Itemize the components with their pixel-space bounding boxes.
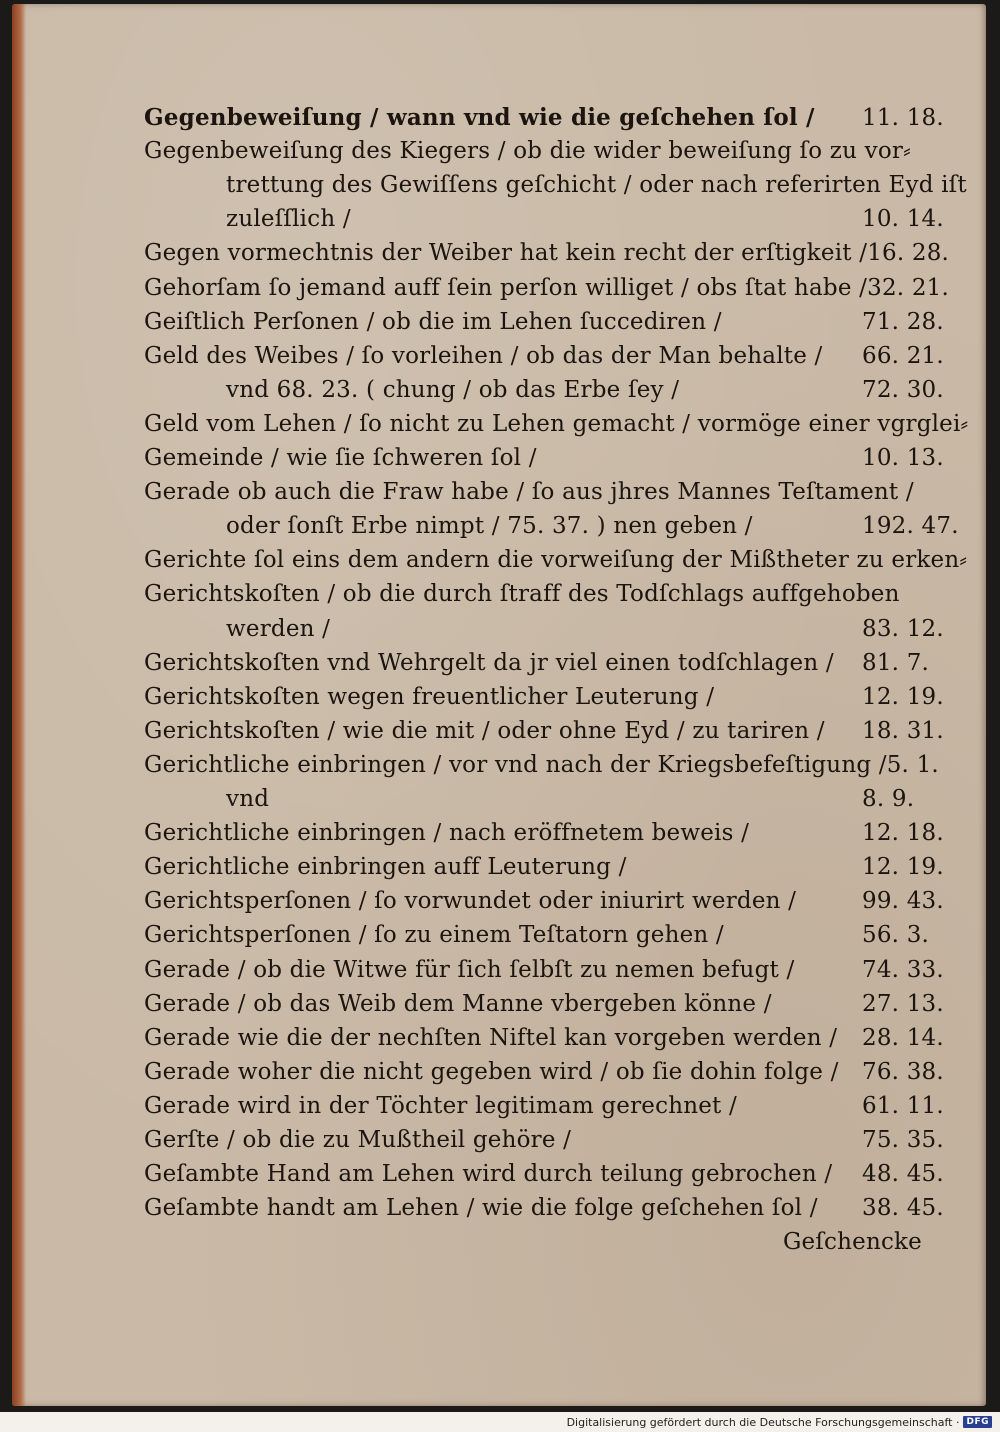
entry-text: Gerichtliche einbringen / nach eröffnetem beweis / <box>144 820 750 847</box>
index-entry <box>144 377 974 411</box>
entry-text: zuleſſlich / <box>226 206 351 233</box>
entry-text: Gehorſam ſo jemand auff ſein perſon williget / obs ſtat habe / <box>144 274 868 301</box>
entry-reference: 76. 38. <box>862 1058 944 1085</box>
entry-text: Gerichtskoſten vnd Wehrgelt da jr viel einen todſchlagen / <box>144 649 834 676</box>
index-entry <box>144 922 974 956</box>
entry-text: Gemeinde / wie ſie ſchweren ſol / <box>144 445 537 471</box>
entry-reference: 12. 18. <box>862 820 944 847</box>
entry-reference: 72. 30. <box>862 376 944 403</box>
entry-text: Gerichtskoſten / ob die durch ſtraff des Todſchlags auffgehoben <box>144 581 900 608</box>
entry-text: Geiſtlich Perſonen / ob die im Lehen ſuccediren / <box>144 308 722 335</box>
entry-reference: 75. 35. <box>862 1127 944 1153</box>
entry-text: Gerichtsperſonen / ſo zu einem Teſtatorn gehen / <box>144 922 724 949</box>
index-entry <box>144 616 974 650</box>
footer-credit: Digitalisierung gefördert durch die Deutsche Forschungsgemeinschaft · <box>566 1415 960 1429</box>
index-entry <box>144 104 974 138</box>
footer <box>567 1414 992 1430</box>
entry-text: Gerichtliche einbringen / vor vnd nach der Kriegsbefeſtigung / <box>144 751 887 778</box>
index-entry <box>144 820 974 854</box>
entry-reference: 61. 11. <box>862 1092 944 1119</box>
entry-text: Gerade wird in der Töchter legitimam gerechnet / <box>144 1092 737 1119</box>
catchword-text: Geſchencke <box>782 1229 922 1256</box>
entry-reference: 12. 19. <box>862 854 944 881</box>
dfg-logo: DFG <box>963 1416 992 1428</box>
entry-reference: 74. 33. <box>862 956 944 983</box>
entry-text: werden / <box>226 615 331 642</box>
entry-reference: 81. 7. <box>862 649 930 676</box>
index-entry <box>144 1195 974 1229</box>
entry-text: Gerade / ob das Weib dem Manne vbergeben könne / <box>144 990 772 1017</box>
entry-reference: 11. 18. <box>862 105 944 131</box>
index-entry <box>144 684 974 718</box>
entry-text: oder ſonſt Erbe nimpt / 75. 37. ) nen geben / <box>226 513 753 540</box>
entry-reference: 10. 14. <box>862 206 944 233</box>
entry-text: Gerichtsperſonen / ſo vorwundet oder iniurirt werden / <box>144 888 797 915</box>
entry-text: Gegenbeweiſung des Kiegers / ob die wider beweiſung ſo zu vor⸗ <box>144 138 911 165</box>
index-entry <box>144 650 974 684</box>
index-entry <box>144 309 974 343</box>
index-entry <box>144 581 974 615</box>
index-entry <box>144 479 974 513</box>
entry-reference: 27. 13. <box>862 990 944 1017</box>
index-entry <box>144 1059 974 1093</box>
entry-reference: 12. 19. <box>862 683 944 710</box>
entry-reference: 32. 21. <box>867 274 950 301</box>
book-page <box>12 4 986 1406</box>
index-entry <box>144 1161 974 1195</box>
entry-reference: 38. 45. <box>862 1195 944 1222</box>
entry-text: Gerichtskoſten wegen freuentlicher Leuterung / <box>144 683 715 710</box>
entry-reference: 192. 47. <box>862 513 959 540</box>
entry-reference: 28. 14. <box>862 1024 944 1051</box>
entry-reference: 16. 28. <box>867 240 950 267</box>
entry-reference: 5. 1. <box>886 751 939 778</box>
index-entry <box>144 172 974 206</box>
index-entry <box>144 1127 974 1161</box>
entry-reference: 66. 21. <box>862 342 944 369</box>
index-entry <box>144 206 974 240</box>
entry-text: Gegen vormechtnis der Weiber hat kein recht der erſtigkeit / <box>144 240 868 267</box>
index-entry <box>144 854 974 888</box>
index-entry <box>144 1093 974 1127</box>
entry-text: Geſambte handt am Lehen / wie die folge geſchehen ſol / <box>144 1195 818 1222</box>
entry-text: Gerade / ob die Witwe für ſich ſelbſt zu nemen befugt / <box>144 956 795 983</box>
entry-reference: 48. 45. <box>862 1161 944 1188</box>
index-entry <box>144 445 974 479</box>
entry-text: Gerichtliche einbringen auff Leuterung / <box>144 854 627 881</box>
index-entry <box>144 138 974 172</box>
index-entry <box>144 957 974 991</box>
entry-text: Geld vom Lehen / ſo nicht zu Lehen gemacht / vormöge einer vgrglei⸗ <box>144 410 969 437</box>
entry-text: Gerade ob auch die Fraw habe / ſo aus jhres Mannes Teſtament / <box>144 479 914 506</box>
index-entry <box>144 513 974 547</box>
index-entry <box>144 343 974 377</box>
entry-text: Gerichtskoſten / wie die mit / oder ohne Eyd / zu tariren / <box>144 717 825 744</box>
entry-text: vnd <box>226 786 270 812</box>
entry-text: trettung des Gewiſſens geſchicht / oder nach referirten Eyd iſt <box>226 172 967 199</box>
entry-text: Geld des Weibes / ſo vorleihen / ob das der Man behalte / <box>144 342 823 369</box>
index-entry <box>144 1025 974 1059</box>
page-edge <box>12 4 26 1406</box>
entry-text: Gerichte ſol eins dem andern die vorweiſung der Mißtheter zu erken⸗ <box>144 547 968 574</box>
index-entry <box>144 240 974 274</box>
index-entry <box>144 547 974 581</box>
index-entry <box>144 888 974 922</box>
index-entry <box>144 786 974 820</box>
index-entry <box>144 991 974 1025</box>
entry-reference: 8. 9. <box>862 786 915 812</box>
entry-text: Gerade woher die nicht gegeben wird / ob ſie dohin folge / <box>144 1058 839 1085</box>
entry-reference: 83. 12. <box>862 615 944 642</box>
entry-reference: 56. 3. <box>862 922 930 949</box>
catchword <box>144 1229 974 1263</box>
entry-reference: 18. 31. <box>862 717 944 744</box>
entry-reference: 71. 28. <box>862 308 944 335</box>
entry-reference: 10. 13. <box>862 445 944 471</box>
index-entry <box>144 752 974 786</box>
index-entry <box>144 718 974 752</box>
entry-text: vnd 68. 23. ( chung / ob das Erbe ſey / <box>226 376 680 403</box>
entry-text: Gegenbeweiſung / wann vnd wie die geſchehen ſol / <box>144 104 815 131</box>
index-entry <box>144 275 974 309</box>
entry-reference: 99. 43. <box>862 888 944 915</box>
index-entry <box>144 411 974 445</box>
entry-text: Gerſte / ob die zu Mußtheil gehöre / <box>144 1127 572 1153</box>
entry-text: Geſambte Hand am Lehen wird durch teilung gebrochen / <box>144 1161 833 1188</box>
entry-text: Gerade wie die der nechſten Niftel kan vorgeben werden / <box>144 1024 838 1051</box>
